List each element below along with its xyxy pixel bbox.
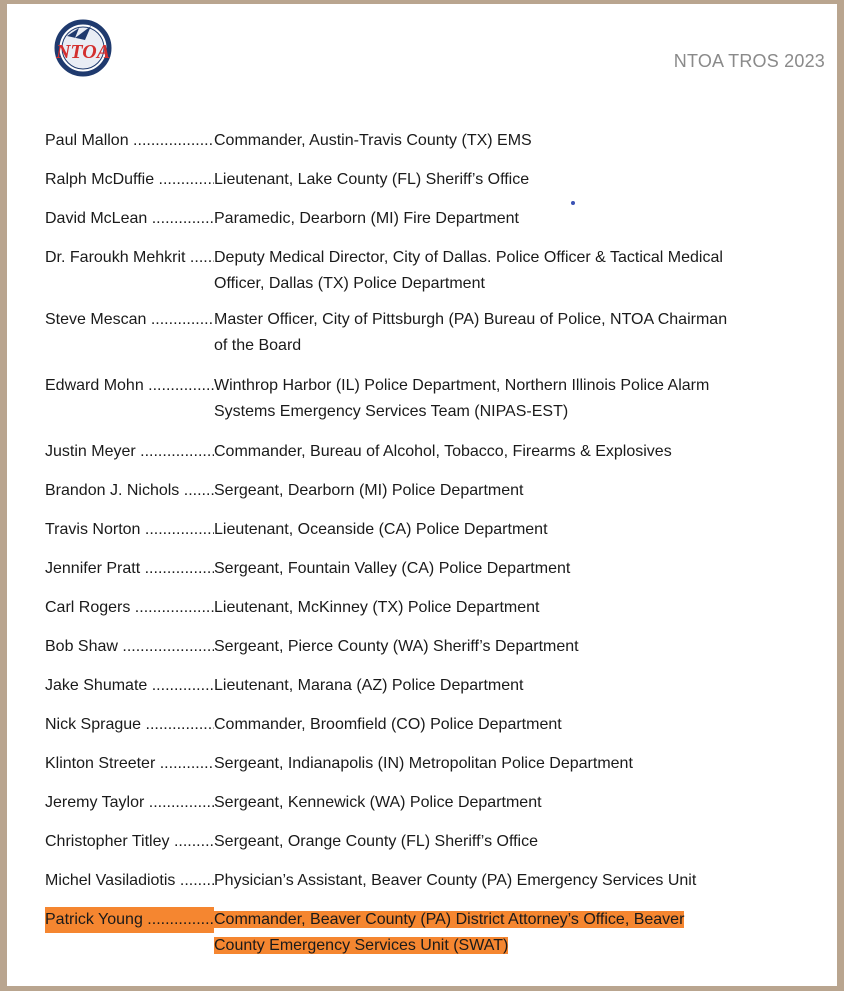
roster-name: Paul Mallon .....: [45, 128, 214, 154]
roster-role-line: Sergeant, Kennewick (WA) Police Department: [214, 794, 542, 811]
roster-name: Nick Sprague .....: [45, 712, 214, 738]
roster-role: [214, 907, 774, 959]
roster-name: Ralph McDuffie .....: [45, 167, 214, 193]
roster-role-line: Sergeant, Dearborn (MI) Police Department: [214, 482, 524, 499]
roster-role: [214, 478, 774, 504]
roster-role: [214, 439, 774, 465]
roster-role-line: Deputy Medical Director, City of Dallas. Police Officer & Tactical Medical: [214, 249, 723, 266]
document-header-title: NTOA TROS 2023: [673, 51, 825, 71]
roster-role-line: Commander, Austin-Travis County (TX) EMS: [214, 132, 532, 149]
roster-role: [214, 373, 774, 425]
roster-role-line: Sergeant, Orange County (FL) Sheriff’s Office: [214, 833, 539, 850]
roster-role-line: Sergeant, Pierce County (WA) Sheriff’s Department: [214, 638, 579, 655]
roster-name: Jake Shumate .....: [45, 673, 214, 699]
roster-role: [214, 751, 774, 777]
roster-role: [214, 517, 774, 543]
roster-role-line: Systems Emergency Services Team (NIPAS-EST): [214, 403, 569, 420]
roster-name: Bob Shaw .....: [45, 634, 214, 660]
roster-role-line: Sergeant, Fountain Valley (CA) Police Department: [214, 560, 571, 577]
roster-role-line: Physician’s Assistant, Beaver County (PA) Emergency Services Unit: [214, 872, 697, 889]
ntoa-logo: [45, 14, 125, 78]
roster-role-line: Winthrop Harbor (IL) Police Department, Northern Illinois Police Alarm: [214, 377, 710, 394]
roster-role: [214, 556, 774, 582]
roster-role: [214, 245, 774, 297]
roster-role: [214, 595, 774, 621]
roster-name: Steve Mescan .....: [45, 307, 214, 333]
roster-role-line: Master Officer, City of Pittsburgh (PA) Bureau of Police, NTOA Chairman: [214, 311, 728, 328]
roster-name: Jeremy Taylor .....: [45, 790, 214, 816]
roster-role: [214, 673, 774, 699]
roster-name: Patrick Young .....: [45, 907, 214, 933]
roster-name: Michel Vasiladiotis .....: [45, 868, 214, 894]
roster-name: Carl Rogers .....: [45, 595, 214, 621]
roster-role-line: Paramedic, Dearborn (MI) Fire Department: [214, 210, 519, 227]
roster-role-line: Lieutenant, McKinney (TX) Police Department: [214, 599, 540, 616]
roster-role: [214, 790, 774, 816]
roster-role: [214, 128, 774, 154]
roster-role-line: County Emergency Services Unit (SWAT): [214, 937, 509, 954]
document-page: [7, 4, 837, 986]
roster-role-line: Sergeant, Indianapolis (IN) Metropolitan Police Department: [214, 755, 633, 772]
roster-name: Travis Norton .....: [45, 517, 214, 543]
roster-name: Christopher Titley .....: [45, 829, 214, 855]
roster-role-line: Lieutenant, Oceanside (CA) Police Department: [214, 521, 548, 538]
roster-name: Jennifer Pratt .....: [45, 556, 214, 582]
roster-name: Edward Mohn .....: [45, 373, 214, 399]
roster-role: [214, 206, 774, 232]
roster-name: Klinton Streeter .....: [45, 751, 214, 777]
roster-name: Justin Meyer .....: [45, 439, 214, 465]
roster-role: [214, 307, 774, 359]
roster-role-line: Officer, Dallas (TX) Police Department: [214, 275, 485, 292]
roster-role: [214, 634, 774, 660]
roster-name: David McLean .....: [45, 206, 214, 232]
roster-role: [214, 712, 774, 738]
roster-role: [214, 868, 774, 894]
roster-role-line: of the Board: [214, 337, 302, 354]
roster-role-line: Commander, Broomfield (CO) Police Department: [214, 716, 562, 733]
stray-mark: [571, 201, 575, 205]
svg-text:NTOA: NTOA: [55, 41, 111, 63]
roster-name: Dr. Faroukh Mehkrit .....: [45, 245, 214, 271]
roster-role-line: Lieutenant, Lake County (FL) Sheriff’s Office: [214, 171, 530, 188]
roster-name: Brandon J. Nichols .....: [45, 478, 214, 504]
roster-role-line: Commander, Bureau of Alcohol, Tobacco, Firearms & Explosives: [214, 443, 672, 460]
roster-role-line: Lieutenant, Marana (AZ) Police Department: [214, 677, 524, 694]
roster-role-line: Commander, Beaver County (PA) District Attorney’s Office, Beaver: [214, 911, 685, 928]
roster-role: [214, 167, 774, 193]
roster-role: [214, 829, 774, 855]
